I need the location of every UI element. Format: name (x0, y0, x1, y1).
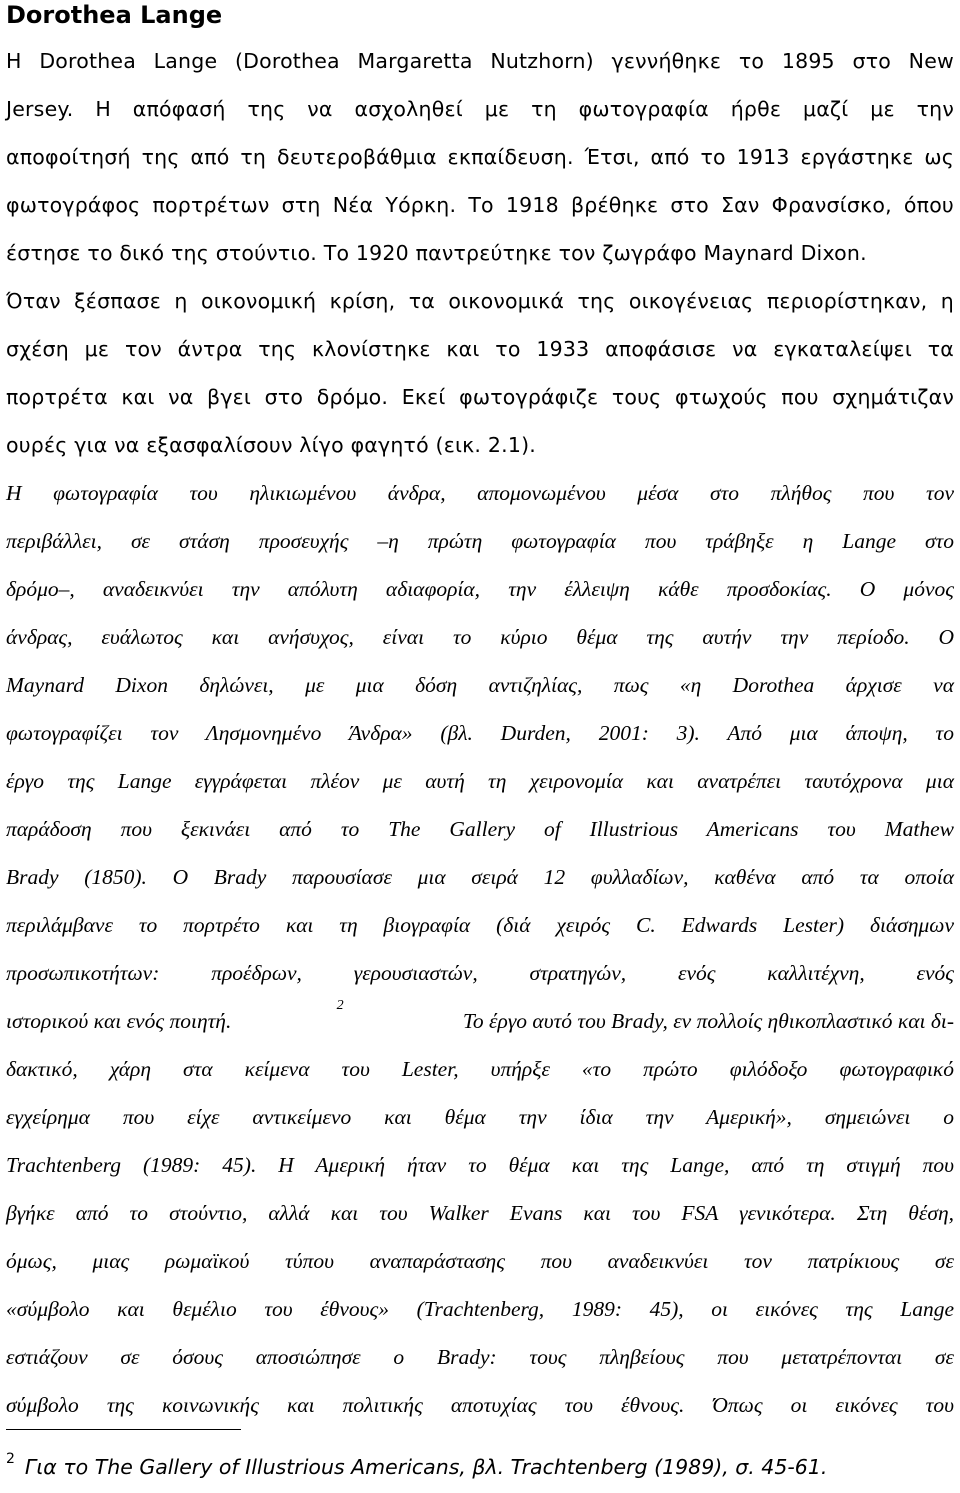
footnote (6, 1452, 827, 1482)
footnote-divider (6, 1429, 241, 1430)
paragraph-line: περιλάμβανε το πορτρέτο και τη βιογραφία (διά χειρός C. Edwards Lester) διάσημων (6, 913, 954, 937)
paragraph-line: ουρές για να εξασφαλίσουν λίγο φαγητό (εικ. 2.1). (6, 433, 536, 457)
paragraph-line-with-footnote (6, 998, 954, 1036)
paragraph-line: αποφοίτησή της από τη δευτεροβάθμια εκπαίδευση. Έτσι, από το 1913 εργάστηκε ως (6, 145, 954, 169)
paragraph-line: φωτογράφος πορτρέτων στη Νέα Υόρκη. Το 1918 βρέθηκε στο Σαν Φρανσίσκο, όπου (6, 193, 954, 217)
paragraph-line: εγχείρημα που είχε αντικείμενο και θέμα την ίδια την Αμερική», σημειώνει ο (6, 1105, 954, 1129)
paragraph-line: παράδοση που ξεκινάει από το The Gallery of Illustrious Americans του Mathew (6, 817, 954, 841)
paragraph-line: Η Dorothea Lange (Dorothea Margaretta Nutzhorn) γεννήθηκε το 1895 στο New (6, 49, 954, 73)
paragraph-line: εστιάζουν σε όσους αποσιώπησε ο Brady: τους πληβείους που μετατρέπονται σε (6, 1345, 954, 1369)
paragraph-line: έργο της Lange εγγράφεται πλέον με αυτή τη χειρονομία και ανατρέπει ταυτόχρονα μια (6, 769, 954, 793)
line-segment: ιστορικού και ενός ποιητή. (6, 1009, 232, 1033)
paragraph-line: φωτογραφίζει τον Λησμονημένο Άνδρα» (βλ. Durden, 2001: 3). Από μια άποψη, το (6, 721, 954, 745)
page-title: Dorothea Lange (6, 1, 223, 29)
footnote-text: Για το The Gallery of Illustrious Americans, βλ. Trachtenberg (1989), σ. 45-61. (24, 1455, 828, 1479)
footnote-number: 2 (6, 1451, 15, 1467)
paragraph-line: βγήκε από το στούντιο, αλλά και του Walker Evans και του FSA γενικότερα. Στη θέση, (6, 1201, 954, 1225)
paragraph-line: «σύμβολο και θεμέλιο του έθνους» (Trachtenberg, 1989: 45), οι εικόνες της Lange (6, 1297, 954, 1321)
footnote-reference[interactable]: 2 (336, 998, 344, 1013)
paragraph-line: Brady (1850). Ο Brady παρουσίασε μια σειρά 12 φυλλαδίων, καθένα από τα οποία (6, 865, 954, 889)
paragraph-line: πορτρέτα και να βγει στο δρόμο. Εκεί φωτογράφιζε τους φτωχούς που σχημάτιζαν (6, 385, 954, 409)
line-segment: Το έργο αυτό του Brady, εν πολλοίς ηθικοπλαστικό και δι- (462, 1009, 954, 1033)
paragraph-line: σχέση με τον άντρα της κλονίστηκε και το 1933 αποφάσισε να εγκαταλείψει τα (6, 337, 954, 361)
paragraph-line: δακτικό, χάρη στα κείμενα του Lester, υπήρξε «το πρώτο φιλόδοξο φωτογραφικό (6, 1057, 954, 1081)
paragraph-line: σύμβολο της κοινωνικής και πολιτικής αποτυχίας του έθνους. Όπως οι εικόνες του (6, 1393, 954, 1417)
paragraph-line: άνδρας, ευάλωτος και ανήσυχος, είναι το κύριο θέμα της αυτήν την περίοδο. Ο (6, 625, 954, 649)
paragraph-line: Όταν ξέσπασε η οικονομική κρίση, τα οικονομικά της οικογένειας περιορίστηκαν, η (6, 289, 954, 313)
paragraph-line: δρόμο–, αναδεικνύει την απόλυτη αδιαφορία, την έλλειψη κάθε προσδοκίας. Ο μόνος (6, 577, 954, 601)
paragraph-line: Η φωτογραφία του ηλικιωμένου άνδρα, απομονωμένου μέσα στο πλήθος που τον (6, 481, 954, 505)
paragraph-line: όμως, μιας ρωμαϊκού τύπου αναπαράστασης που αναδεικνύει τον πατρίκιους σε (6, 1249, 954, 1273)
paragraph-line: Maynard Dixon δηλώνει, με μια δόση αντιζηλίας, πως «η Dorothea άρχισε να (6, 673, 954, 697)
paragraph-line: Trachtenberg (1989: 45). Η Αμερική ήταν το θέμα και της Lange, από τη στιγμή που (6, 1153, 954, 1177)
paragraph-line: έστησε το δικό της στούντιο. Το 1920 παντρεύτηκε τον ζωγράφο Maynard Dixon. (6, 241, 867, 265)
paragraph-line: περιβάλλει, σε στάση προσευχής –η πρώτη φωτογραφία που τράβηξε η Lange στο (6, 529, 954, 553)
paragraph-line: προσωπικοτήτων: προέδρων, γερουσιαστών, στρατηγών, ενός καλλιτέχνη, ενός (6, 961, 954, 985)
paragraph-line: Jersey. Η απόφασή της να ασχοληθεί με τη φωτογραφία ήρθε μαζί με την (6, 97, 954, 121)
